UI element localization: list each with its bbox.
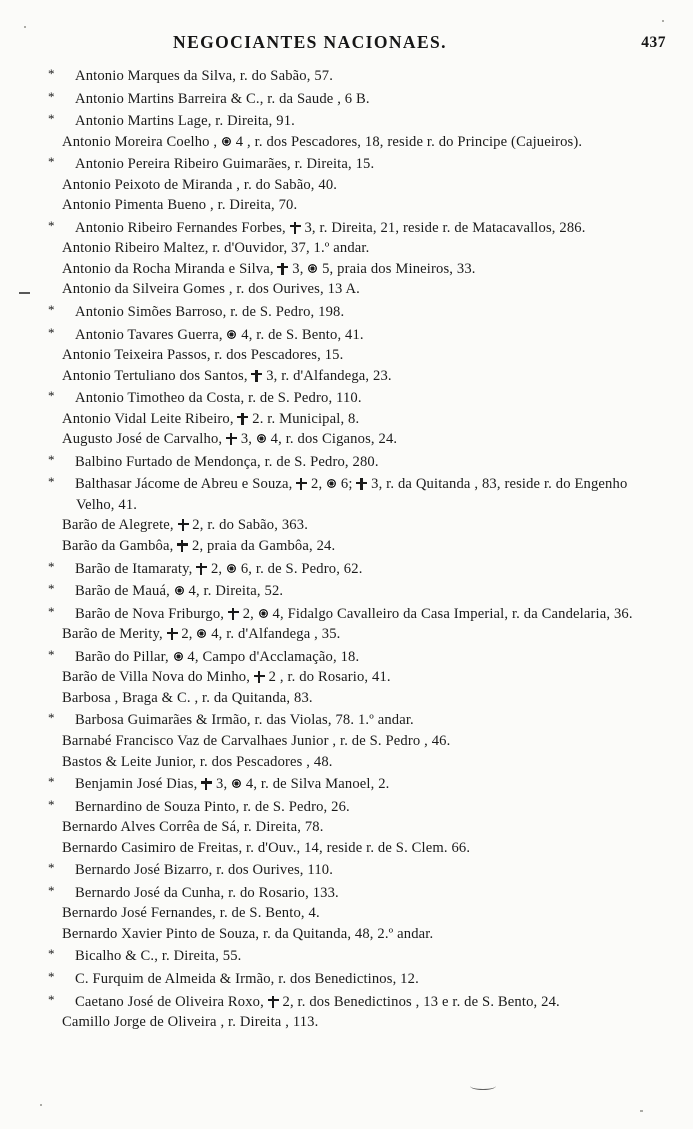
directory-entry [62,817,662,838]
directory-entry [48,300,662,323]
directory-entry [62,345,662,366]
page-header [0,32,693,58]
entry-text: Antonio da Rocha Miranda e Silva, 3, 5, praia dos Mineiros, 33. [62,260,476,277]
rosette-icon [226,329,237,340]
entry-text: Antonio Ribeiro Fernandes Forbes, 3, r. Direita, 21, reside r. de Matacavallos, 286. [75,219,586,236]
directory-entry [48,579,662,602]
entry-text: Bastos & Leite Junior, r. dos Pescadores , 48. [62,753,333,770]
directory-entry [62,279,662,300]
page-title: NEGOCIANTES NACIONAES. [173,32,447,52]
entry-text: Benjamin José Dias, 3, 4, r. de Silva Manoel, 2. [75,776,390,793]
rosette-icon [174,585,185,596]
cross-icon [290,222,301,234]
asterisk-icon: * [48,88,55,104]
rosette-icon [196,628,207,639]
entry-text: Antonio Marques da Silva, r. do Sabão, 57. [75,68,334,84]
entry-text: Caetano José de Oliveira Roxo, 2, r. dos Benedictinos , 13 e r. de S. Bento, 24. [75,993,560,1010]
asterisk-icon: * [48,710,55,726]
entry-text: Bernardo José Bizarro, r. dos Ourives, 110. [75,862,334,879]
directory-entry [48,944,662,967]
asterisk-icon: * [48,991,55,1007]
entry-text: Antonio Moreira Coelho , 4 , r. dos Pescadores, 18, reside r. do Principe (Cajueiros). [62,133,583,150]
entry-text: Barão de Alegrete, 2, r. do Sabão, 363. [62,517,308,534]
directory-entry [62,175,662,196]
directory-entry [48,152,662,175]
asterisk-icon: * [48,111,55,127]
directory-entry [62,924,662,945]
asterisk-icon: * [48,154,55,170]
rosette-icon [307,263,318,274]
directory-entry [48,472,662,515]
entry-text: Barbosa Guimarães & Irmão, r. das Violas, 78. 1.º andar. [75,712,414,729]
entry-text: Barão de Mauá, 4, r. Direita, 52. [75,583,284,600]
entry-text: Barnabé Francisco Vaz de Carvalhaes Junior , r. de S. Pedro , 46. [62,732,451,749]
page-speck [640,1110,643,1112]
directory-entry [62,838,662,859]
cross-icon [277,263,288,275]
cross-icon [254,671,265,683]
entry-text: Antonio Tertuliano dos Santos, 3, r. d'Alfandega, 23. [62,367,392,384]
entry-text: Balbino Furtado de Mendonça, r. de S. Pedro, 280. [75,453,379,470]
asterisk-icon: * [48,796,55,812]
entry-text: Bernardo José Fernandes, r. de S. Bento, 4. [62,905,320,922]
directory-entry [62,688,662,709]
cross-icon [196,563,207,575]
entry-text: Antonio Peixoto de Miranda , r. do Sabão, 40. [62,176,338,193]
asterisk-icon: * [48,882,55,898]
rosette-icon [258,608,269,619]
entry-text: Augusto José de Carvalho, 3, 4, r. dos Ciganos, 24. [62,431,398,448]
asterisk-icon: * [48,451,55,467]
entry-text: Bernardo José da Cunha, r. do Rosario, 133. [75,884,339,901]
directory-entry [62,667,662,688]
directory-entry [48,386,662,409]
footer-smudge-mark [470,1082,496,1090]
asterisk-icon: * [48,968,55,984]
directory-entry [62,752,662,773]
cross-icon [228,608,239,620]
entry-text: Antonio Tavares Guerra, 4, r. de S. Bento, 41. [75,326,364,343]
entry-text: Bicalho & C., r. Direita, 55. [75,948,242,965]
asterisk-icon: * [48,603,55,619]
entry-text: Antonio Ribeiro Maltez, r. d'Ouvidor, 37, 1.º andar. [62,240,370,257]
entry-text: Antonio Martins Lage, r. Direita, 91. [75,113,295,130]
entry-text: Barão de Nova Friburgo, 2, 4, Fidalgo Cavalleiro da Casa Imperial, r. da Candelaria, 36. [75,605,633,622]
entry-text: Antonio Pimenta Bueno , r. Direita, 70. [62,197,298,214]
cross-icon [178,519,189,531]
asterisk-icon: * [48,217,55,233]
directory-entry [48,557,662,580]
page-speck [24,26,26,28]
rosette-icon [326,478,337,489]
rosette-icon [173,651,184,662]
asterisk-icon: * [48,324,55,340]
asterisk-icon: * [48,558,55,574]
rosette-icon [231,778,242,789]
cross-icon [226,433,237,445]
directory-entry [48,450,662,473]
entry-text: Bernardo Xavier Pinto de Souza, r. da Quitanda, 48, 2.º andar. [62,925,434,942]
rosette-icon [221,136,232,147]
entry-text: Bernardino de Souza Pinto, r. de S. Pedro, 26. [75,798,350,815]
directory-entry [62,238,662,259]
directory-entry [62,903,662,924]
entry-text: Barão de Villa Nova do Minho, 2 , r. do Rosario, 41. [62,669,391,686]
page-speck [662,20,664,22]
entry-text: Barão de Itamaraty, 2, 6, r. de S. Pedro, 62. [75,560,363,577]
directory-entry [48,967,662,990]
entry-text: Antonio Teixeira Passos, r. dos Pescadores, 15. [62,347,344,364]
cross-icon [177,540,188,552]
cross-icon [237,413,248,425]
directory-entry [62,429,662,450]
entry-text: Antonio Timotheo da Costa, r. de S. Pedro, 110. [75,390,362,407]
entry-text: C. Furquim de Almeida & Irmão, r. dos Benedictinos, 12. [75,970,419,987]
directory-entry [62,132,662,153]
rosette-icon [226,563,237,574]
directory-entry [48,87,662,110]
rosette-icon [256,433,267,444]
directory-entry [62,366,662,387]
entry-text: Barão de Merity, 2, 4, r. d'Alfandega , 35. [62,626,341,643]
directory-entry [62,1012,662,1033]
directory-entry-list [48,64,662,1033]
page-speck [40,1104,42,1106]
cross-icon [201,778,212,790]
directory-entry [48,795,662,818]
directory-entry [62,259,662,280]
directory-entry [62,195,662,216]
entry-text: Antonio Vidal Leite Ribeiro, 2. r. Municipal, 8. [62,410,360,427]
entry-text: Bernardo Casimiro de Freitas, r. d'Ouv., 14, reside r. de S. Clem. 66. [62,839,471,856]
directory-entry [48,602,662,625]
entry-text: Antonio Martins Barreira & C., r. da Saude , 6 B. [75,90,370,107]
asterisk-icon: * [48,66,55,81]
directory-entry [62,536,662,557]
asterisk-icon: * [48,860,55,876]
asterisk-icon: * [48,646,55,662]
directory-entry [48,109,662,132]
directory-entry [48,990,662,1013]
asterisk-icon: * [48,302,55,318]
asterisk-icon: * [48,581,55,597]
directory-entry [48,323,662,346]
directory-entry [48,645,662,668]
cross-icon [167,628,178,640]
directory-entry [62,731,662,752]
entry-text: Camillo Jorge de Oliveira , r. Direita , 113. [62,1014,319,1031]
cross-icon [251,370,262,382]
directory-entry [48,708,662,731]
entry-text: Antonio Pereira Ribeiro Guimarães, r. Direita, 15. [75,156,375,173]
entry-text: Barão da Gambôa, 2, praia da Gambôa, 24. [62,538,336,555]
entry-text: Barão do Pillar, 4, Campo d'Acclamação, 18. [75,648,360,665]
entry-text: Antonio da Silveira Gomes , r. dos Ourives, 13 A. [62,281,360,298]
entry-text: Balthasar Jácome de Abreu e Souza, 2, 6; 3, r. da Quitanda , 83, reside r. do Engenho Velho, 41. [75,476,628,513]
directory-entry [48,216,662,239]
asterisk-icon: * [48,388,55,404]
entry-text: Bernardo Alves Corrêa de Sá, r. Direita, 78. [62,819,324,836]
directory-entry [48,881,662,904]
margin-tick-mark [19,292,30,294]
asterisk-icon: * [48,946,55,962]
cross-icon [268,996,279,1008]
directory-entry [62,624,662,645]
directory-entry [62,409,662,430]
asterisk-icon: * [48,474,55,490]
directory-entry [48,64,662,87]
asterisk-icon: * [48,774,55,790]
page-number: 437 [641,34,666,51]
entry-text: Antonio Simões Barroso, r. de S. Pedro, 198. [75,304,345,321]
cross-icon [296,478,307,490]
directory-entry [62,515,662,536]
entry-text: Barbosa , Braga & C. , r. da Quitanda, 83. [62,689,313,706]
directory-entry [48,858,662,881]
cross-icon [356,478,367,490]
directory-entry [48,772,662,795]
